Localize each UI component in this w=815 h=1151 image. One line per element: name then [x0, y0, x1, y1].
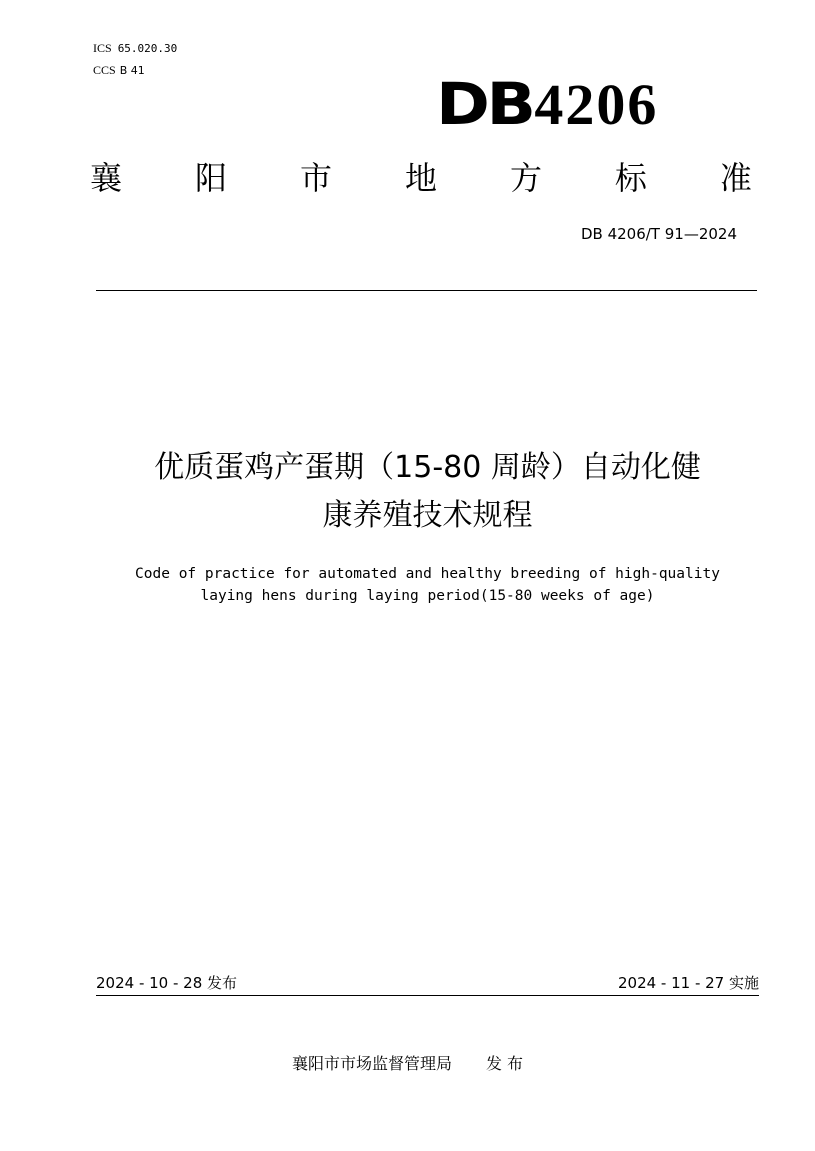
- db-logo-number: 4206: [534, 72, 659, 137]
- publisher-action: 发 布: [485, 1054, 524, 1073]
- standard-type-char: 准: [719, 159, 752, 197]
- title-zh-line-1: 优质蛋鸡产蛋期（15-80 周龄）自动化健: [154, 450, 701, 485]
- header-divider: [96, 290, 757, 291]
- standard-type-heading: [90, 156, 752, 200]
- document-title-en: [60, 563, 795, 607]
- title-zh-line-2: 康养殖技术规程: [322, 498, 533, 533]
- publisher-line: [0, 1052, 815, 1076]
- ics-code: 65.020.30: [117, 42, 178, 55]
- standard-type-char: 地: [404, 159, 437, 197]
- db-logo-prefix: DB: [436, 70, 533, 138]
- implementation-date: 2024 - 11 - 27 实施: [617, 974, 759, 992]
- title-en-line-1: Code of practice for automated and healthy breeding of high-quality: [135, 566, 720, 582]
- footer-divider: [96, 995, 759, 996]
- document-title-zh: [60, 444, 795, 540]
- ics-classification: [93, 40, 177, 57]
- ccs-label: CCS: [93, 63, 116, 77]
- ccs-classification: [93, 62, 145, 79]
- issue-date: 2024 - 10 - 28 发布: [96, 974, 238, 992]
- standard-type-char: 方: [509, 159, 542, 197]
- ccs-code: B 41: [119, 64, 145, 77]
- ics-label: ICS: [93, 41, 112, 55]
- standard-number: DB 4206/T 91—2024: [580, 225, 737, 243]
- standard-type-char: 阳: [194, 159, 227, 197]
- title-en-line-2: laying hens during laying period(15-80 weeks of age): [200, 588, 655, 604]
- standard-type-char: 襄: [90, 159, 123, 197]
- publisher-name: 襄阳市市场监督管理局: [291, 1054, 452, 1073]
- standard-type-char: 标: [614, 159, 647, 197]
- standard-type-char: 市: [299, 159, 332, 197]
- db-standard-logo: [436, 72, 658, 137]
